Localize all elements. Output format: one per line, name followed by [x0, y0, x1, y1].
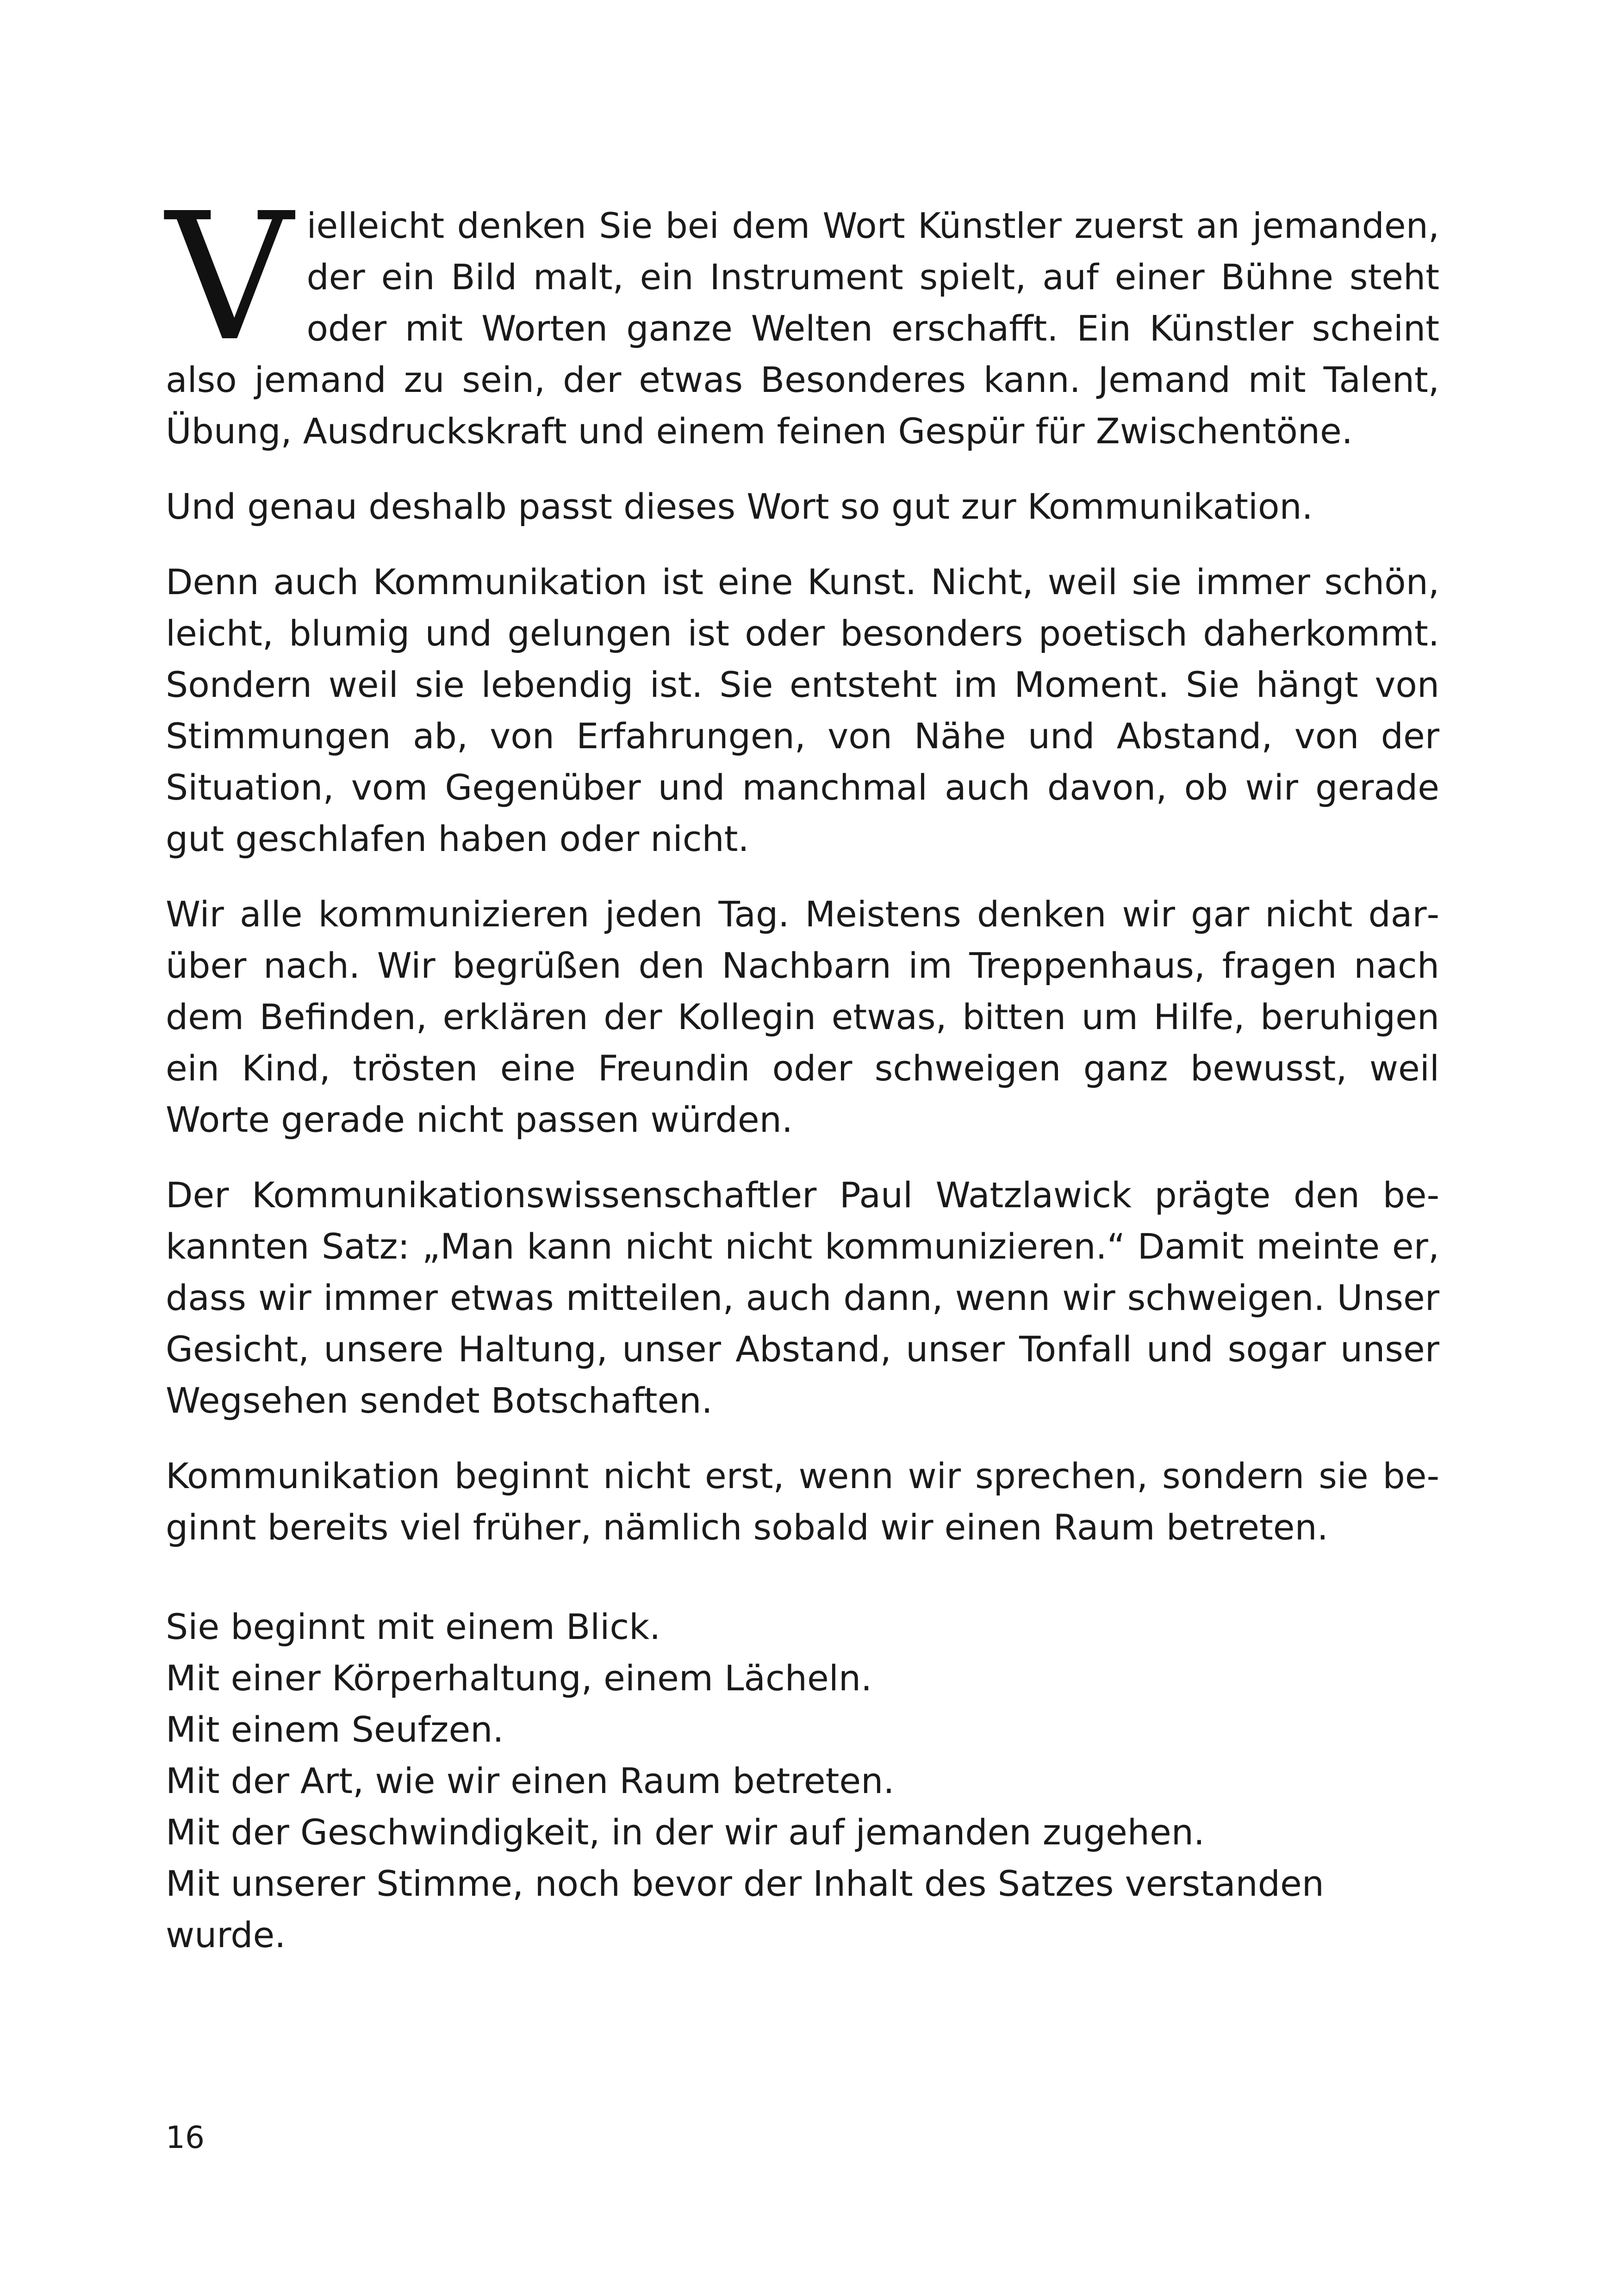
list-line: Mit unserer Stimme, noch bevor der Inhalt des Satzes verstanden wurde. — [166, 1863, 1324, 1955]
paragraph: Und genau deshalb passt dieses Wort so gut zur Kommunikation. — [166, 486, 1313, 527]
page-number: 16 — [166, 2120, 205, 2155]
list-line: Mit der Art, wie wir einen Raum betreten. — [166, 1760, 895, 1801]
drop-cap: V — [166, 175, 293, 380]
list-line: Mit der Geschwindigkeit, in der wir auf jemanden zugehen. — [166, 1812, 1205, 1853]
paragraph-intro — [166, 175, 1439, 457]
paragraph: Wir alle kommunizieren jeden Tag. Meistens denken wir gar nicht darüber nach. Wir begrüßen den Nachbarn im Treppenhaus, fragen nach dem Befinden, erklären der Kollegin etwas, bitten um Hilfe, beruhigen ein Kind, trösten eine Freundin oder schweigen ganz bewusst, weil Worte gerade nicht passen würden. — [166, 894, 1439, 1140]
list-line: Sie beginnt mit einem Blick. — [166, 1606, 661, 1647]
paragraph-intro-text: ielleicht denken Sie bei dem Wort Künstler zuerst an jemanden, der ein Bild malt, ein Instrument spielt, auf einer Bühne steht oder mit Worten ganze Welten erschafft. Ein Künstler scheint also jemand zu sein, der etwas Besonderes kann. Jemand mit Talent, Übung, Ausdruckskraft und einem feinen Gespür für Zwischentöne. — [166, 205, 1439, 452]
paragraph: Kommunikation beginnt nicht erst, wenn wir sprechen, sondern sie beginnt bereits viel früher, nämlich sobald wir einen Raum betreten. — [166, 1455, 1439, 1548]
paragraph: Der Kommunikationswissenschaftler Paul Watzlawick prägte den bekannten Satz: „Man kann nicht nicht kommunizieren.“ Damit meinte er, dass wir immer etwas mitteilen, auch dann, wenn wir schweigen. Unser Gesicht, unsere Haltung, unser Abstand, unser Tonfall und sogar unser Wegsehen sendet Botschaften. — [166, 1174, 1439, 1421]
paragraph: Denn auch Kommunikation ist eine Kunst. Nicht, weil sie immer schön, leicht, blumig und gelungen ist oder besonders poetisch daherkommt. Sondern weil sie lebendig ist. Sie entsteht im Moment. Sie hängt von Stimmungen ab, von Erfahrungen, von Nähe und Abstand, von der Situation, vom Gegenüber und manchmal auch davon, ob wir gerade gut geschlafen haben oder nicht. — [166, 561, 1439, 859]
list-line: Mit einem Seufzen. — [166, 1709, 504, 1750]
list-line: Mit einer Körperhaltung, einem Lächeln. — [166, 1657, 872, 1699]
body-text — [166, 175, 1439, 1961]
line-list — [166, 1601, 1439, 1961]
